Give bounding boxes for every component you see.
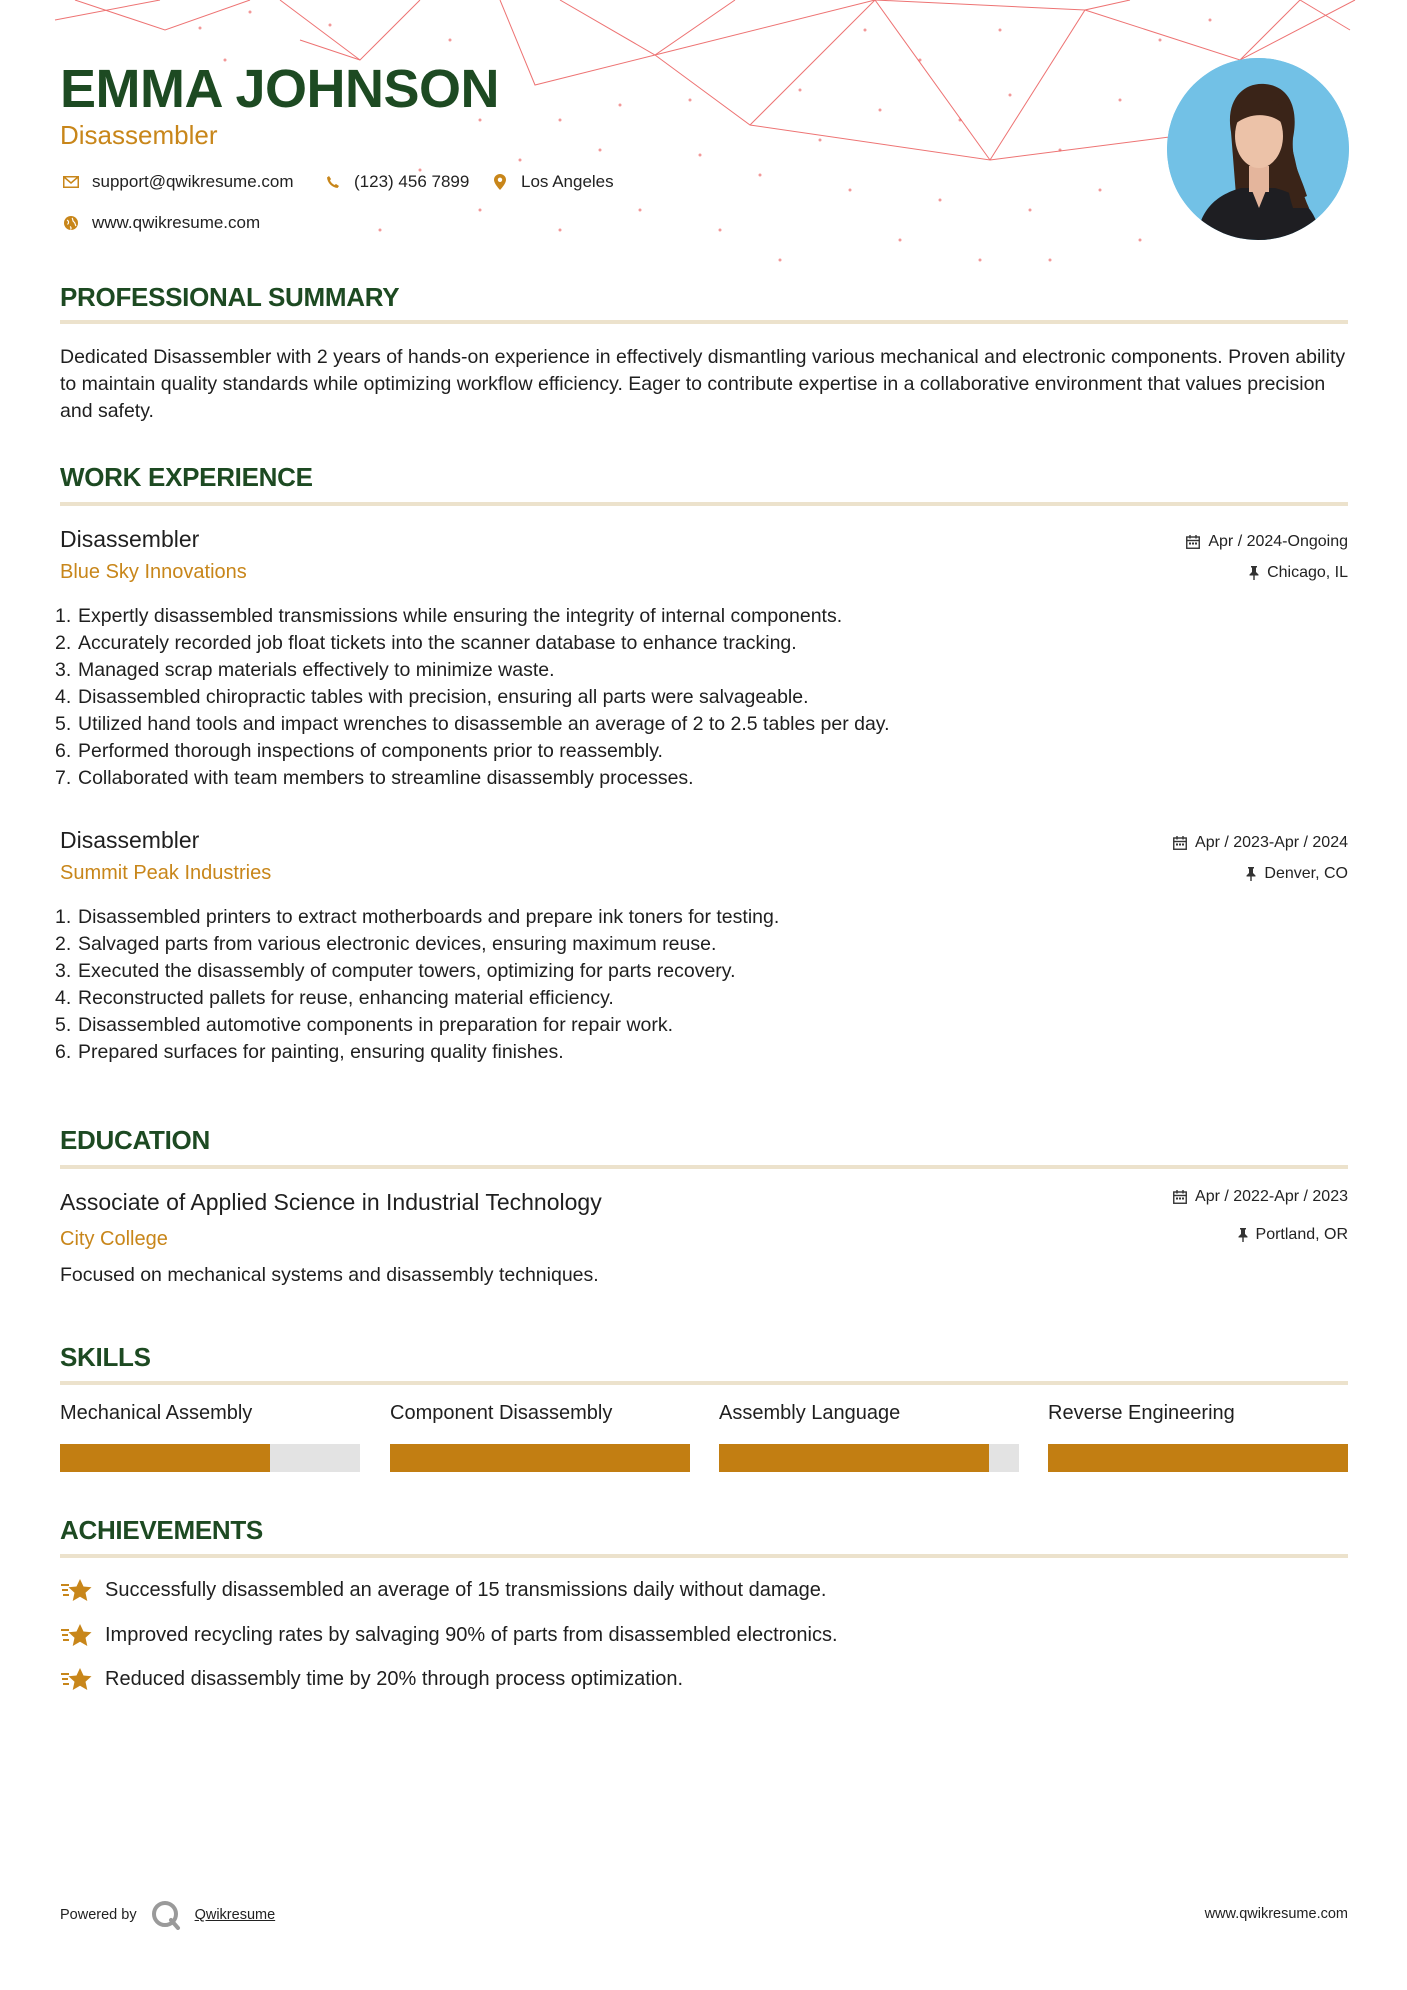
achievement-item	[60, 1577, 826, 1603]
achievement-item	[60, 1666, 683, 1692]
section-divider	[60, 1554, 1348, 1558]
job-dates	[1186, 533, 1348, 551]
skill-bar-fill	[1048, 1444, 1348, 1472]
website-text: www.qwikresume.com	[92, 213, 261, 232]
location-text: Portland, OR	[1255, 1226, 1348, 1243]
list-item: 7. Collaborated with team members to streamline disassembly processes.	[55, 767, 694, 789]
company-name: Summit Peak Industries	[60, 862, 272, 884]
achievements-heading: ACHIEVEMENTS	[60, 1515, 263, 1545]
contact-website[interactable]	[60, 213, 260, 233]
candidate-title: Disassembler	[60, 120, 218, 150]
achievement-text: Improved recycling rates by salvaging 90% of parts from disassembled electronics.	[105, 1623, 838, 1646]
footer-website[interactable]: www.qwikresume.com	[1204, 1906, 1348, 1922]
education-location	[1238, 1226, 1348, 1244]
contact-location	[489, 172, 614, 192]
phone-text: (123) 456 7899	[354, 172, 470, 191]
contact-phone[interactable]	[322, 172, 469, 192]
dates-text: Apr / 2022-Apr / 2023	[1195, 1188, 1348, 1205]
job-location	[1246, 865, 1348, 883]
achievement-text: Successfully disassembled an average of 15 transmissions daily without damage.	[105, 1578, 827, 1601]
job-bullets	[55, 904, 1255, 1066]
job-location	[1249, 564, 1348, 582]
skill-bar-track	[719, 1444, 1019, 1472]
job-title: Disassembler	[60, 827, 200, 853]
skill-bar-fill	[719, 1444, 989, 1472]
skill-label: Assembly Language	[719, 1402, 901, 1424]
achievement-item	[60, 1622, 838, 1648]
section-divider	[60, 1381, 1348, 1385]
summary-text: Dedicated Disassembler with 2 years of hands-on experience in effectively dismantling various mechanical and electronic components. Proven ability to maintain quality standards while optimizing workflow efficiency. Eager to contribute expertise in a collaborative environment that values precision and safety.	[60, 346, 1346, 422]
location-text: Chicago, IL	[1267, 564, 1348, 581]
section-divider	[60, 320, 1348, 324]
skill-item	[60, 1402, 360, 1472]
skill-bar-track	[1048, 1444, 1348, 1472]
globe-icon	[60, 216, 82, 230]
list-item: 1. Expertly disassembled transmissions while ensuring the integrity of internal components.	[55, 605, 843, 627]
skill-item	[1048, 1402, 1348, 1472]
calendar-icon	[1186, 535, 1200, 549]
qwikresume-link[interactable]: Qwikresume	[194, 1907, 276, 1923]
contact-email[interactable]	[60, 172, 294, 192]
calendar-icon	[1173, 836, 1187, 850]
summary-heading: PROFESSIONAL SUMMARY	[60, 282, 400, 312]
skills-heading: SKILLS	[60, 1342, 151, 1372]
location-text: Denver, CO	[1264, 865, 1348, 882]
skill-label: Mechanical Assembly	[60, 1402, 253, 1424]
skill-bar-track	[390, 1444, 690, 1472]
list-item: 5. Utilized hand tools and impact wrenches to disassemble an average of 2 to 2.5 tables per day.	[55, 713, 890, 735]
star-icon	[60, 1577, 93, 1603]
list-item: 4. Disassembled chiropractic tables with precision, ensuring all parts were salvageable.	[55, 686, 809, 708]
phone-icon	[322, 175, 344, 189]
pushpin-icon	[1238, 1228, 1248, 1242]
list-item: 1. Disassembled printers to extract motherboards and prepare ink toners for testing.	[55, 906, 780, 928]
dates-text: Apr / 2024-Ongoing	[1208, 533, 1348, 550]
job-bullets	[55, 603, 1255, 792]
email-text: support@qwikresume.com	[92, 172, 294, 191]
section-divider	[60, 1165, 1348, 1169]
school-name: City College	[60, 1228, 168, 1250]
profile-photo	[1167, 58, 1349, 240]
list-item: 6. Performed thorough inspections of components prior to reassembly.	[55, 740, 663, 762]
company-name: Blue Sky Innovations	[60, 561, 247, 583]
list-item: 3. Managed scrap materials effectively to minimize waste.	[55, 659, 555, 681]
achievement-text: Reduced disassembly time by 20% through process optimization.	[105, 1667, 684, 1690]
star-icon	[60, 1666, 93, 1692]
skill-label: Component Disassembly	[390, 1402, 613, 1424]
job-title: Disassembler	[60, 526, 200, 552]
skill-label: Reverse Engineering	[1048, 1402, 1235, 1424]
calendar-icon	[1173, 1190, 1187, 1204]
list-item: 3. Executed the disassembly of computer towers, optimizing for parts recovery.	[55, 960, 736, 982]
list-item: 5. Disassembled automotive components in preparation for repair work.	[55, 1014, 674, 1036]
education-heading: EDUCATION	[60, 1125, 210, 1155]
list-item: 2. Accurately recorded job float tickets into the scanner database to enhance tracking.	[55, 632, 797, 654]
map-pin-icon	[489, 174, 511, 190]
education-description: Focused on mechanical systems and disassembly techniques.	[60, 1264, 599, 1286]
qwikresume-logo-icon	[151, 1900, 181, 1930]
powered-by-text: Powered by	[60, 1907, 137, 1923]
job-dates	[1173, 834, 1348, 852]
list-item: 6. Prepared surfaces for painting, ensuring quality finishes.	[55, 1041, 564, 1063]
location-text: Los Angeles	[521, 172, 614, 191]
dates-text: Apr / 2023-Apr / 2024	[1195, 834, 1348, 851]
pushpin-icon	[1249, 566, 1259, 580]
list-item: 2. Salvaged parts from various electronic devices, ensuring maximum reuse.	[55, 933, 717, 955]
pushpin-icon	[1246, 867, 1256, 881]
experience-heading: WORK EXPERIENCE	[60, 462, 313, 492]
section-divider	[60, 502, 1348, 506]
skill-bar-fill	[60, 1444, 270, 1472]
candidate-name: EMMA JOHNSON	[60, 59, 500, 119]
list-item: 4. Reconstructed pallets for reuse, enhancing material efficiency.	[55, 987, 614, 1009]
envelope-icon	[60, 176, 82, 188]
star-icon	[60, 1622, 93, 1648]
degree-title: Associate of Applied Science in Industrial Technology	[60, 1189, 602, 1215]
skill-item	[390, 1402, 690, 1472]
education-dates	[1173, 1188, 1348, 1206]
footer-branding	[60, 1900, 275, 1930]
skill-bar-fill	[390, 1444, 690, 1472]
skill-item	[719, 1402, 1019, 1472]
skill-bar-track	[60, 1444, 360, 1472]
